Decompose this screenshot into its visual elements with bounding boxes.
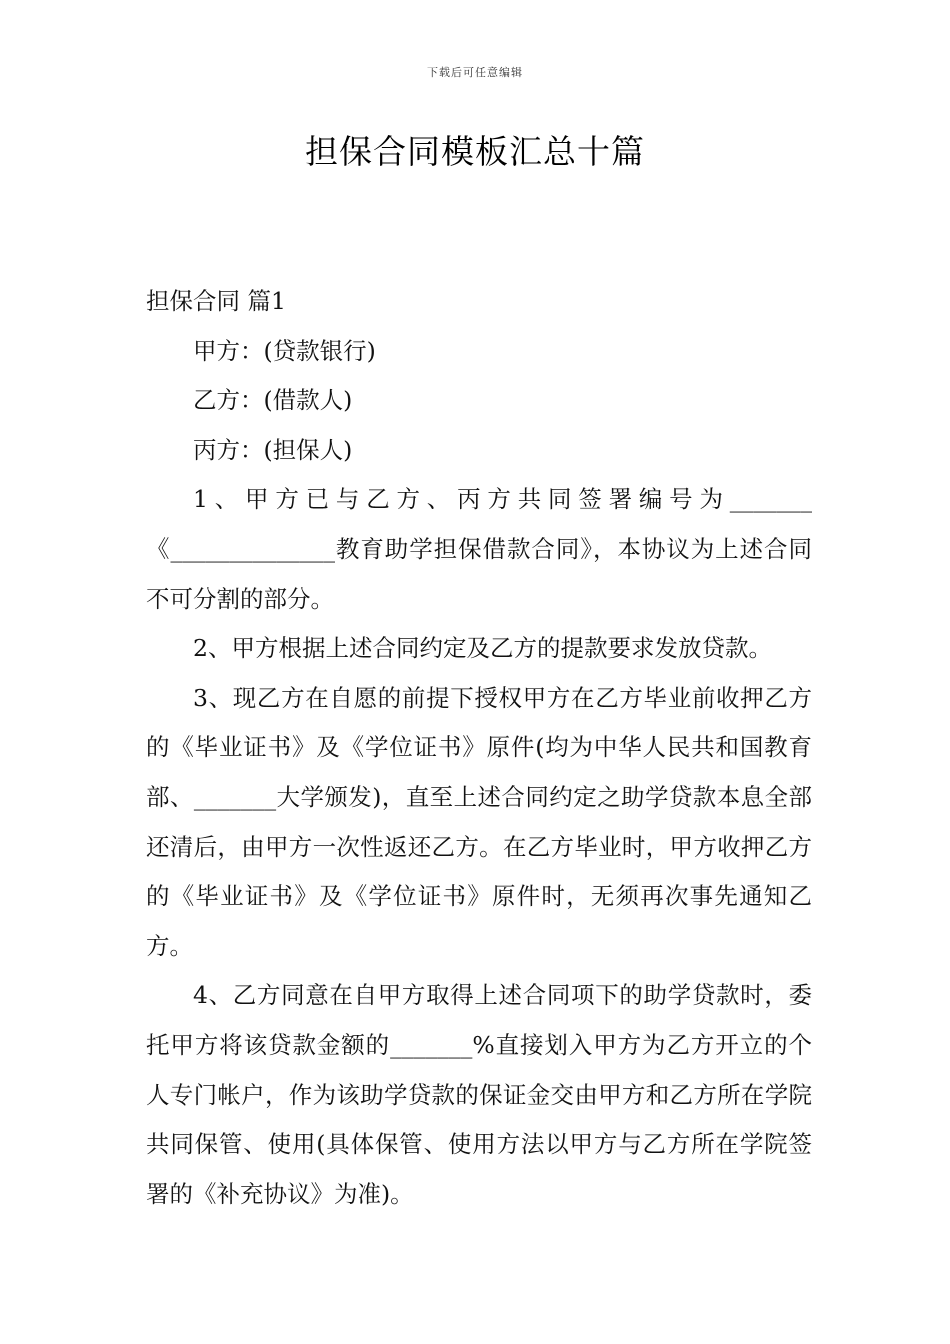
document-body xyxy=(146,277,812,1219)
party-b: 乙方：(借款人) xyxy=(193,386,353,415)
clause-4: 4、乙方同意在自甲方取得上述合同项下的助学贷款时，委托甲方将该贷款金额的_______%直接划入甲方为乙方开立的个人专门帐户，作为该助学贷款的保证金交由甲方和乙方所在学院共同保管、使用(具体保管、使用方法以甲方与乙方所在学院签署的《补充协议》为准)。 xyxy=(146,981,812,1208)
clause-3: 3、现乙方在自愿的前提下授权甲方在乙方毕业前收押乙方的《毕业证书》及《学位证书》原件(均为中华人民共和国教育部、_______大学颁发)，直至上述合同约定之助学贷款本息全部还清后，由甲方一次性返还乙方。在乙方毕业时，甲方收押乙方的《毕业证书》及《学位证书》原件时，无须再次事先通知乙方。 xyxy=(146,683,812,960)
party-a: 甲方：(贷款银行) xyxy=(193,336,376,365)
clause-2: 2、甲方根据上述合同约定及乙方的提款要求发放贷款。 xyxy=(193,634,772,663)
document-title: 担保合同模板汇总十篇 xyxy=(305,132,645,171)
clause-1: 1、甲方已与乙方、丙方共同签署编号为_______《______________教育助学担保借款合同》，本协议为上述合同不可分割的部分。 xyxy=(146,485,812,613)
section-heading: 担保合同 篇1 xyxy=(146,287,286,315)
party-c: 丙方：(担保人) xyxy=(193,435,353,464)
header-note: 下载后可任意编辑 xyxy=(427,66,523,79)
